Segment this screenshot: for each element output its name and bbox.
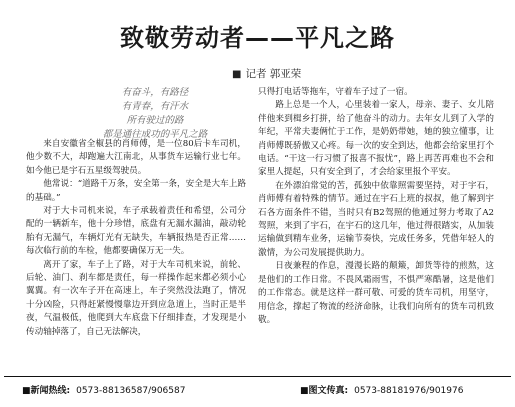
poem-line: 有青春，有汗水 — [121, 101, 189, 112]
article-paragraph: 他常说：“道路千万条，安全第一条，安全是大车上路的基础。” — [26, 179, 246, 203]
article-paragraph: 路上总是一个人，心里装着一家人，母亲、妻子、女儿陪伴他来到楫乡打拼，给了他奋斗的动力。去年女儿到了入学的年纪，平常夫妻俩忙于工作，是奶奶带她，她的独立懂事，让肖师傅既骄傲又心疼。每一次的安全到达，他都会给家里打个电话。“干这一行习惯了报喜不报忧”，路上再苦再难也不会和家里人提起，只有安全到了，才会给家里报个平安。 — [258, 100, 494, 178]
article-byline — [232, 66, 301, 81]
hotline-number: 0573-88136587/906587 — [76, 386, 186, 396]
fax-number: 0573-88181976/901976 — [354, 386, 464, 396]
intro-poem — [60, 86, 250, 142]
fax-line — [300, 383, 463, 396]
article-title: 致敬劳动者——平凡之路 — [120, 24, 395, 52]
footer-divider — [4, 376, 511, 377]
news-hotline — [22, 383, 185, 396]
fax-label: ■图文传真: — [300, 386, 349, 396]
poem-line: 所有驶过的路 — [126, 115, 184, 126]
article-column-left — [26, 138, 246, 339]
article-paragraph: 来自安徽省全椒县的肖师傅，是一位80后卡车司机，他少数不大，却跑遍大江南北，从事货车运输行业七年。如今他已是宇石五星级驾驶员。 — [26, 139, 246, 176]
poem-line: 有奋斗，有路径 — [121, 87, 189, 98]
article-paragraph: 日夜兼程的作息，漫漫长路的颠簸，卸货等待的煎熬，这是他们的工作日常。不畏风霜雨雪，不惧严寒酷暑，这是他们的工作常态。就是这样一群可敬、可爱的货车司机，用坚守，用信念，撑起了物流的经济命脉，让我们向所有的货车司机致敬。 — [258, 261, 494, 325]
byline-marker: ■ — [232, 69, 242, 80]
byline-text: 记者 郭亚荣 — [245, 68, 302, 80]
article-paragraph: 在外漂泊常觉的苦，孤独中依靠照需要坚持，对于宇石，肖师傅有着特殊的情节。通过在宇石上班的叔叔，他了解到宇石各方面条件不错，当时只有B2驾照的他通过努力考取了A2驾照，来到了宇石，在宇石的这几年，他过得很踏实，从加装运输做到精车业务，运输节奏快，完成任务多，凭借年轻人的激情，为公司发展提供助力。 — [258, 180, 494, 258]
poem-line: 都是通往成功的平凡之路 — [102, 129, 208, 140]
hotline-label: ■新闻热线: — [22, 386, 71, 396]
article-paragraph: 对于大卡司机来说，车子承载着责任和希望，公司分配的一辆新车，他十分珍惜，底盘有无漏水漏油，敲动轮胎有无漏气，车辆灯光有无缺失，车辆报热是否正常……每次临行前的车检，他都要确保万无一失。 — [26, 206, 246, 257]
article-paragraph: 只得打电话等拖车，守着车子过了一宿。 — [258, 87, 413, 97]
article-column-right — [258, 86, 494, 327]
article-paragraph: 离开了家，车子上了路，对于大车司机来说，前轮、后轮、油门、刹车都是责任，每一样操作起来都必须小心翼翼。有一次车子开在高速上，车子突然没法跑了，情况十分凶险，只得赶紧慢慢靠边开到应急道上，当时正是半夜，气温极低，他爬到大车底盘下仔细排查，才发现是小传动轴掉落了，自己无法解决， — [26, 259, 246, 337]
